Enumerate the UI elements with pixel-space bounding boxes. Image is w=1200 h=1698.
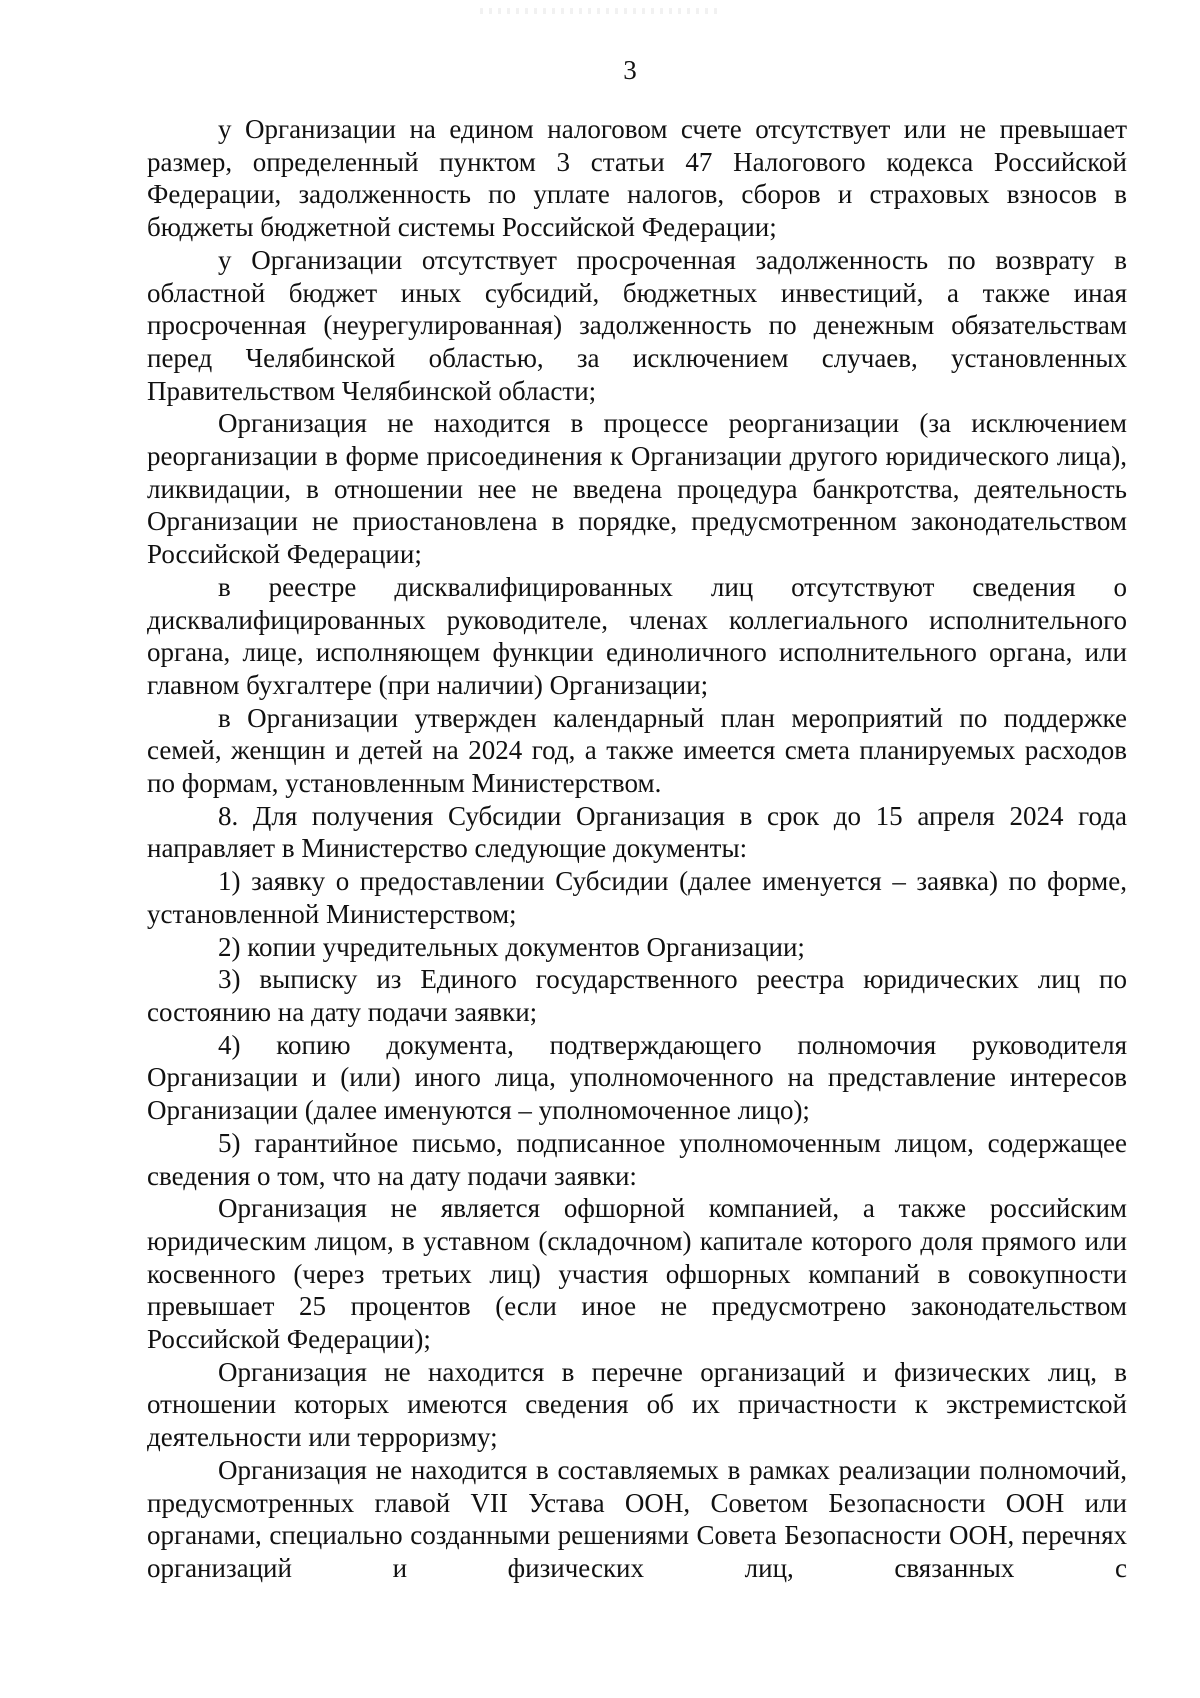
list-item-founding-documents: 2) копии учредительных документов Организации; [218,931,805,962]
page-number: 3 [623,55,637,85]
paragraph-extremism: Организация не находится в перечне организаций и физических лиц, в отношении которых имеются сведения об их причастности к экстремистской деятельности или терроризму; [147,1356,1127,1453]
paragraph-overdue-debt: у Организации отсутствует просроченная задолженность по возврату в областной бюджет иных субсидий, бюджетных инвестиций, а также иная просроченная (неурегулированная) задолженность по денежным обязательствам перед Челябинской областью, за исключением случаев, установленных Правительством Челябинской области; [147,244,1127,406]
paragraph-reorganization: Организация не находится в процессе реорганизации (за исключением реорганизации в форме присоединения к Организации другого юридического лица), ликвидации, в отношении нее не введена процедура банкротства, деятельность Организации не приостановлена в порядке, предусмотренном законодательством Российской Федерации; [147,408,1127,570]
document-body [147,113,1127,1585]
paragraph-event-plan: в Организации утвержден календарный план мероприятий по поддержке семей, женщин и детей на 2024 год, а также имеется смета планируемых расходов по формам, установленным Министерством. [147,702,1127,799]
list-item-guarantee-letter: 5) гарантийное письмо, подписанное уполномоченным лицом, содержащее сведения о том, что на дату подачи заявки: [147,1127,1127,1191]
list-item-registry-extract: 3) выписку из Единого государственного реестра юридических лиц по состоянию на дату подачи заявки; [147,964,1127,1027]
paragraph-offshore: Организация не является офшорной компанией, а также российским юридическим лицом, в уставном (складочном) капитале которого доля прямого или косвенного (через третьих лиц) участия офшорных компаний в совокупности превышает 25 процентов (если иное не предусмотрено законодательством Российской Федерации); [147,1193,1127,1355]
scan-artifact [480,8,720,14]
paragraph-tax-debt: у Организации на едином налоговом счете отсутствует или не превышает размер, определенный пунктом 3 статьи 47 Налогового кодекса Российской Федерации, задолженность по уплате налогов, сборов и страховых взносов в бюджеты бюджетной системы Российской Федерации; [147,114,1127,243]
paragraph-item-8: 8. Для получения Субсидии Организация в срок до 15 апреля 2024 года направляет в Министерство следующие документы: [147,800,1127,864]
paragraph-un-sanctions: Организация не находится в составляемых в рамках реализации полномочий, предусмотренных главой VII Устава ООН, Советом Безопасности ООН или органами, специально созданными решениями Совета Безопасности ООН, перечнях организаций и физических лиц, связанных с [147,1454,1127,1583]
list-item-application: 1) заявку о предоставлении Субсидии (далее именуется – заявка) по форме, установленной Министерством; [147,866,1127,929]
list-item-authority-document: 4) копию документа, подтверждающего полномочия руководителя Организации и (или) иного лица, уполномоченного на представление интересов Организации (далее именуются – уполномоченное лицо); [147,1029,1127,1126]
paragraph-disqualified-persons: в реестре дисквалифицированных лиц отсутствуют сведения о дисквалифицированных руководителе, членах коллегиального исполнительного органа, лице, исполняющем функции единоличного исполнительного органа, или главном бухгалтере (при наличии) Организации; [147,571,1127,700]
